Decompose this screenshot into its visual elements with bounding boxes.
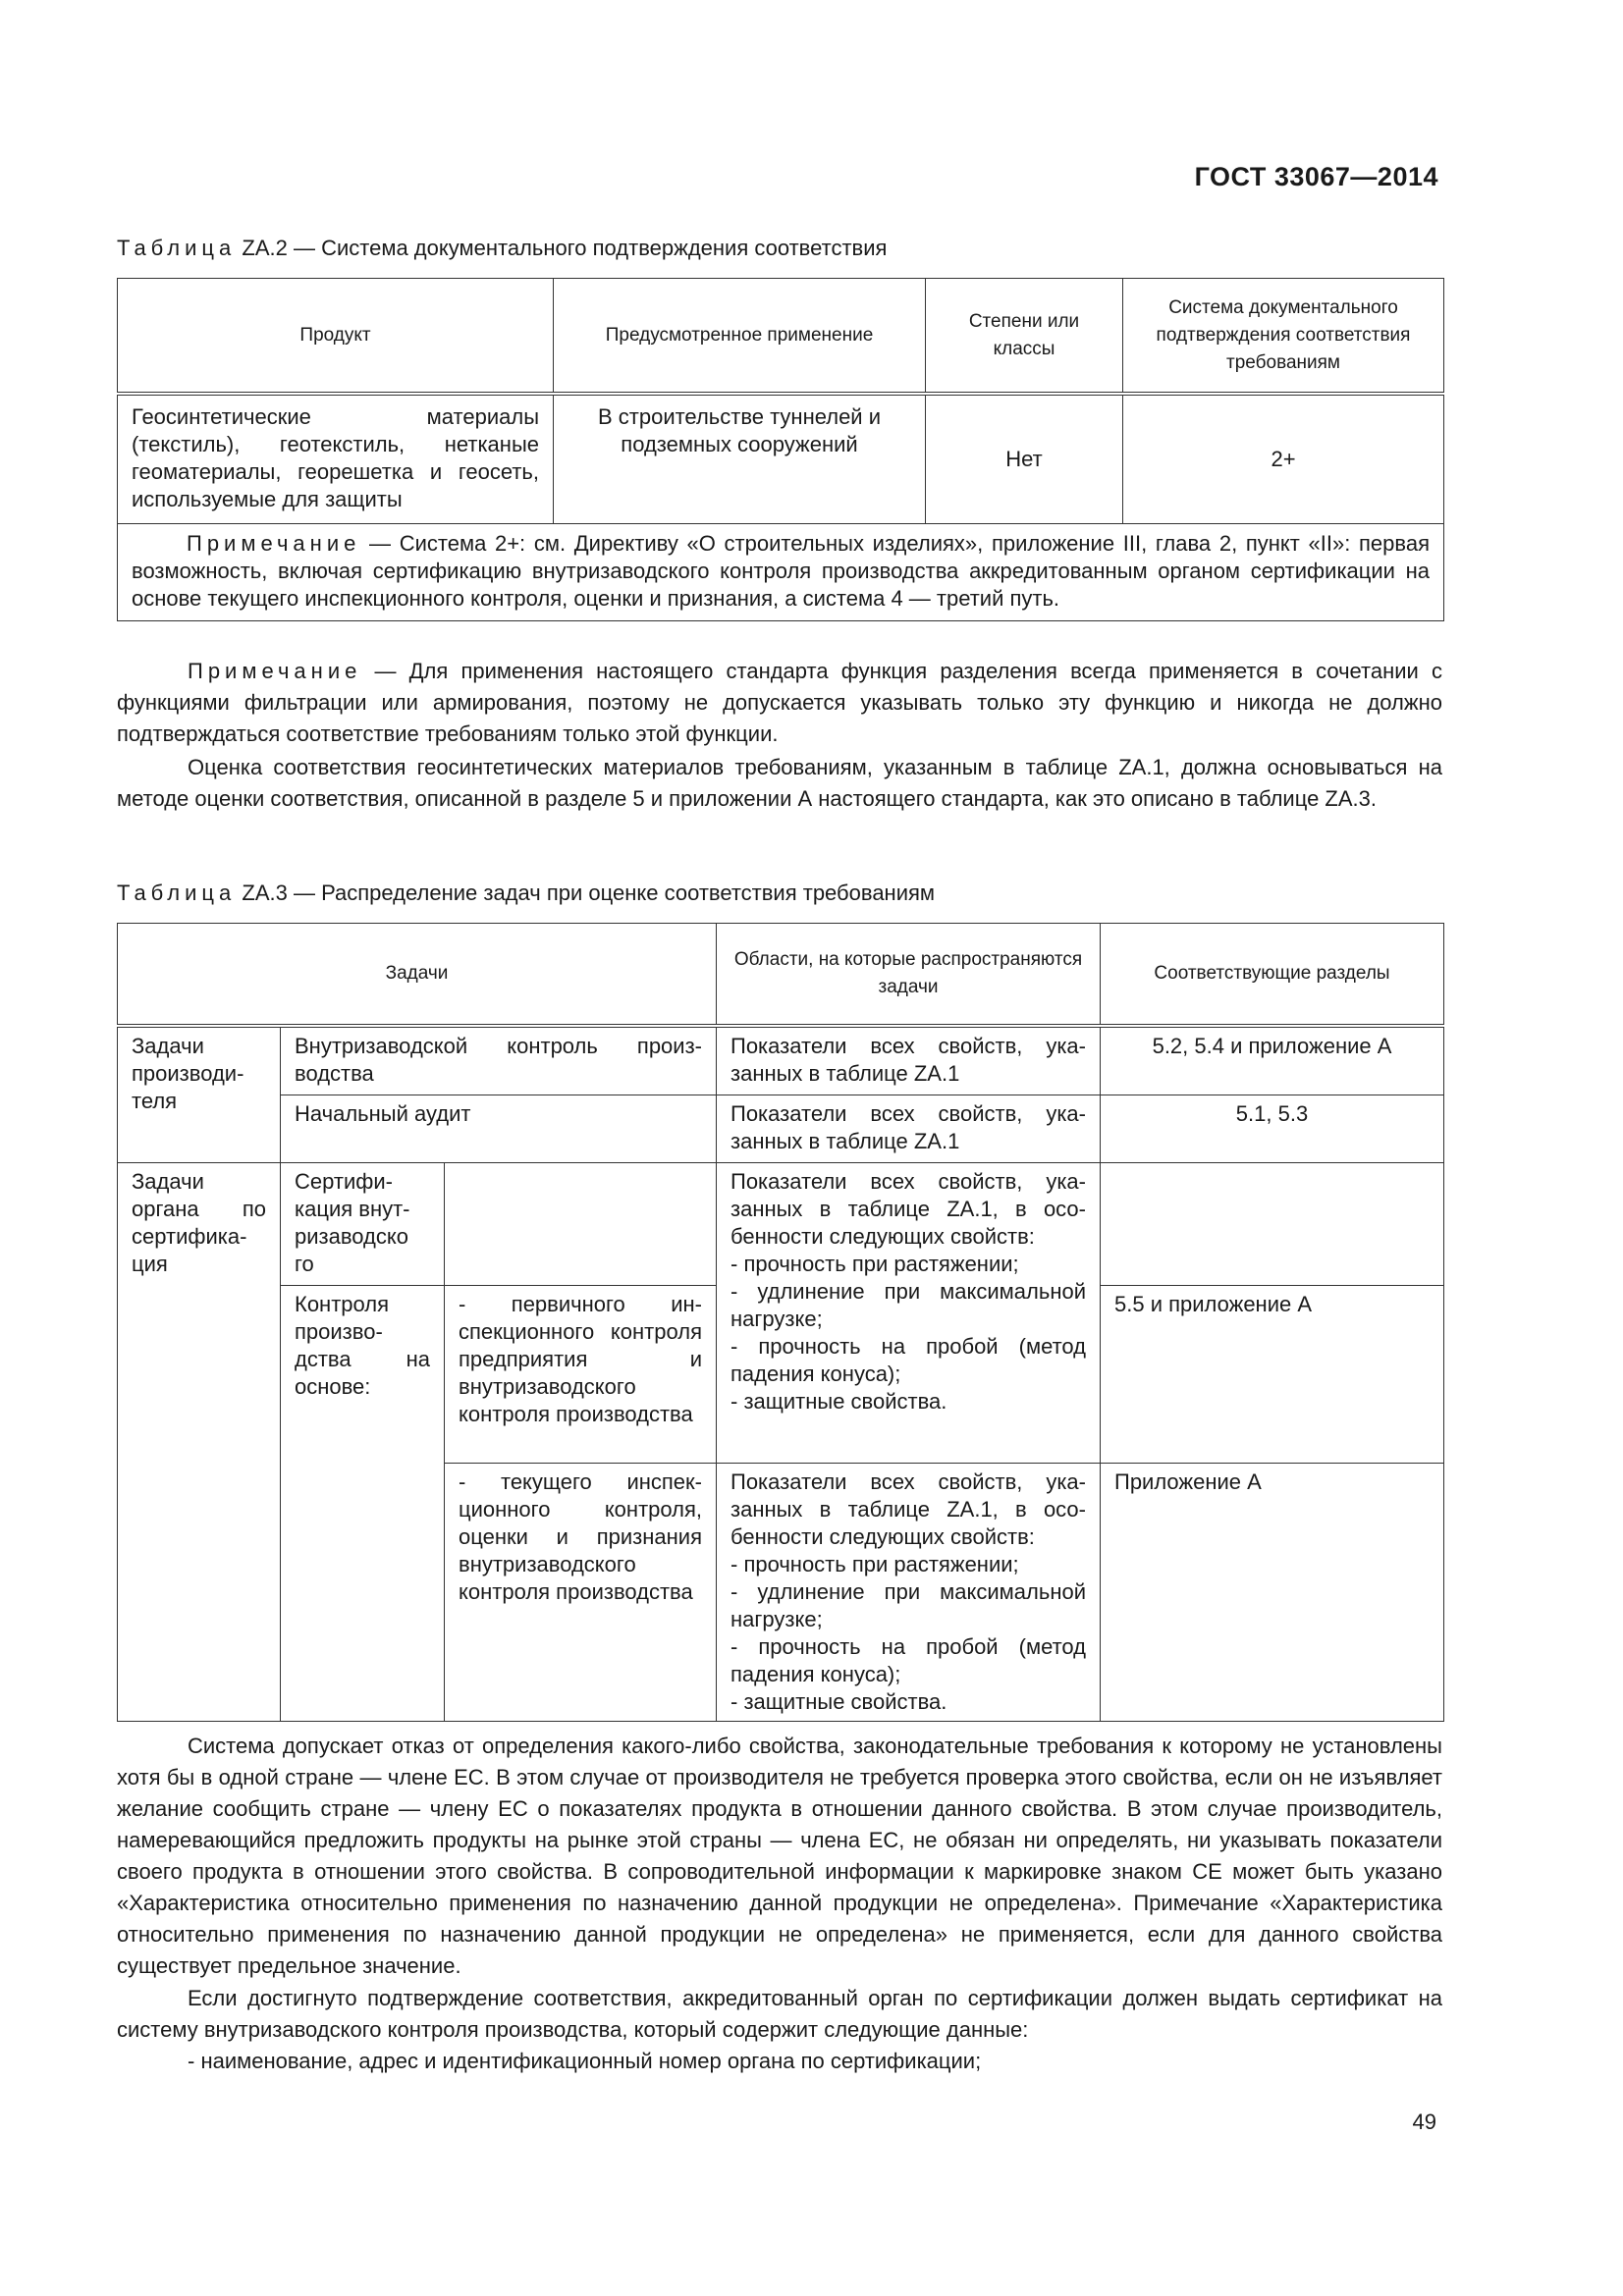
paragraph-note-text: — Для применения настоящего стандарта функция разделения всегда применяется в сочетании с функциями фильтрации или армирования, поэтому не допускается указывать только эту функцию и никогда не должно подтверждаться соответствие требованиям только этой функции. bbox=[117, 659, 1442, 746]
certification-subtask: Сертификация внутризаводско го bbox=[281, 1163, 445, 1286]
list-item: - наименование, адрес и идентификационный номер органа по сертификации; bbox=[188, 2049, 982, 2073]
area-cell: Показатели всех свойств, указанных в таблице ZA.1, в особенности следующих свойств: - прочность при растяжении; - удлинение при максимальной нагрузке; - прочность на пробой (метод падения конуса); - защитные свойства. bbox=[717, 1163, 1101, 1464]
table-header-row bbox=[118, 279, 1444, 395]
paragraph-assessment: Оценка соответствия геосинтетических материалов требованиям, указанным в таблице ZA.1, должна основываться на методе оценки соответствия, описанной в разделе 5 и приложении А настоящего стандарта, как это описано в таблице ZA.3. bbox=[117, 755, 1442, 811]
task-cell: Внутризаводской контроль производства bbox=[281, 1026, 717, 1095]
header-classes: Степени или классы bbox=[926, 279, 1123, 395]
sections-cell: Приложение А bbox=[1101, 1464, 1444, 1722]
paragraph-refusal: Система допускает отказ от определения какого-либо свойства, законодательные требования к которому не установлены хотя бы в одной стране — члене ЕС. В этом случае от производителя не требуется проверка этого свойства, если он не изъявляет желание сообщить стране — члену ЕС о показателях продукта в отношении данного свойства. В этом случае производитель, намеревающийся предложить продукты на рынке этой страны — члена ЕС, не обязан ни определять, ни указывать показатели своего продукта в отношении этого свойства. В сопроводительной информации к маркировке знаком СЕ может быть указано «Характеристика относительно применения по назначению данной продукции не определена». Примечание «Характеристика относительно применения по назначению данной продукции не определена» не применяется, если для данного свойства существует предельное значение. bbox=[117, 1734, 1442, 1978]
sections-cell: 5.5 и приложение А bbox=[1101, 1286, 1444, 1464]
cell-classes: Нет bbox=[926, 394, 1123, 524]
area-cell: Показатели всех свойств, указанных в таблице ZA.1 bbox=[717, 1026, 1101, 1095]
table-row bbox=[118, 1163, 1444, 1286]
table-row bbox=[118, 394, 1444, 524]
note-cell bbox=[118, 524, 1444, 621]
caption-text: ZA.2 — Система документального подтверждения соответствия bbox=[242, 236, 888, 260]
header-sections: Соответствующие разделы bbox=[1101, 924, 1444, 1027]
table-note-row bbox=[118, 524, 1444, 621]
table-za3 bbox=[117, 923, 1444, 1722]
certification-subtask: Контроля производства на основе: bbox=[281, 1286, 445, 1722]
detail-cell: - первичного инспекционного контроля предприятия и внутризаводского контроля производства bbox=[445, 1286, 717, 1464]
header-system: Система документального подтверждения соответствия требованиям bbox=[1123, 279, 1444, 395]
manufacturer-tasks-label: Задачи производителя bbox=[118, 1026, 281, 1163]
header-use: Предусмотренное применение bbox=[554, 279, 926, 395]
area-cell: Показатели всех свойств, указанных в таблице ZA.1 bbox=[717, 1095, 1101, 1163]
table-row bbox=[118, 1026, 1444, 1095]
caption-label: Таблица bbox=[117, 236, 237, 260]
empty-cell bbox=[445, 1163, 717, 1286]
cell-use: В строительстве туннелей и подземных сооружений bbox=[554, 394, 926, 524]
standard-number: ГОСТ 33067—2014 bbox=[1194, 162, 1438, 191]
task-cell: Начальный аудит bbox=[281, 1095, 717, 1163]
paragraph-note bbox=[117, 656, 1442, 750]
detail-cell: - текущего инспекционного контроля, оценки и признания внутризаводского контроля производства bbox=[445, 1464, 717, 1722]
certification-tasks-label: Задачи органа по сертификация bbox=[118, 1163, 281, 1722]
note-text: — Система 2+: см. Директиву «О строительных изделиях», приложение III, глава 2, пункт «II»: первая возможность, включая сертификацию внутризаводского контроля производства аккредитованным органом сертификации на основе текущего инспекционного контроля, оценки и признания, а система 4 — третий путь. bbox=[132, 531, 1430, 611]
cell-system: 2+ bbox=[1123, 394, 1444, 524]
page-number: 49 bbox=[1412, 2109, 1436, 2134]
table-row bbox=[118, 1095, 1444, 1163]
sections-cell: 5.2, 5.4 и приложение А bbox=[1101, 1026, 1444, 1095]
table-za2-caption bbox=[117, 236, 887, 261]
header-product: Продукт bbox=[118, 279, 554, 395]
paragraph-certificate: Если достигнуто подтверждение соответствия, аккредитованный орган по сертификации должен выдать сертификат на систему внутризаводского контроля производства, который содержит следующие данные: bbox=[117, 1986, 1442, 2042]
caption-label: Таблица bbox=[117, 881, 237, 905]
header-areas: Области, на которые распространяются задачи bbox=[717, 924, 1101, 1027]
table-za3-caption bbox=[117, 881, 935, 906]
table-za2 bbox=[117, 278, 1444, 621]
caption-text: ZA.3 — Распределение задач при оценке соответствия требованиям bbox=[242, 881, 936, 905]
note-label: Примечание bbox=[187, 531, 361, 556]
table-header-row bbox=[118, 924, 1444, 1027]
sections-cell: 5.1, 5.3 bbox=[1101, 1095, 1444, 1163]
header-tasks: Задачи bbox=[118, 924, 717, 1027]
empty-cell bbox=[1101, 1163, 1444, 1286]
area-cell: Показатели всех свойств, указанных в таблице ZA.1, в особенности следующих свойств: - прочность при растяжении; - удлинение при максимальной нагрузке; - прочность на пробой (метод падения конуса); - защитные свойства. bbox=[717, 1464, 1101, 1722]
cell-product: Геосинтетические материалы (текстиль), геотекстиль, нетканые геоматериалы, георешетка и геосеть, используемые для защиты bbox=[118, 394, 554, 524]
paragraph-note-label: Примечание bbox=[188, 659, 362, 683]
